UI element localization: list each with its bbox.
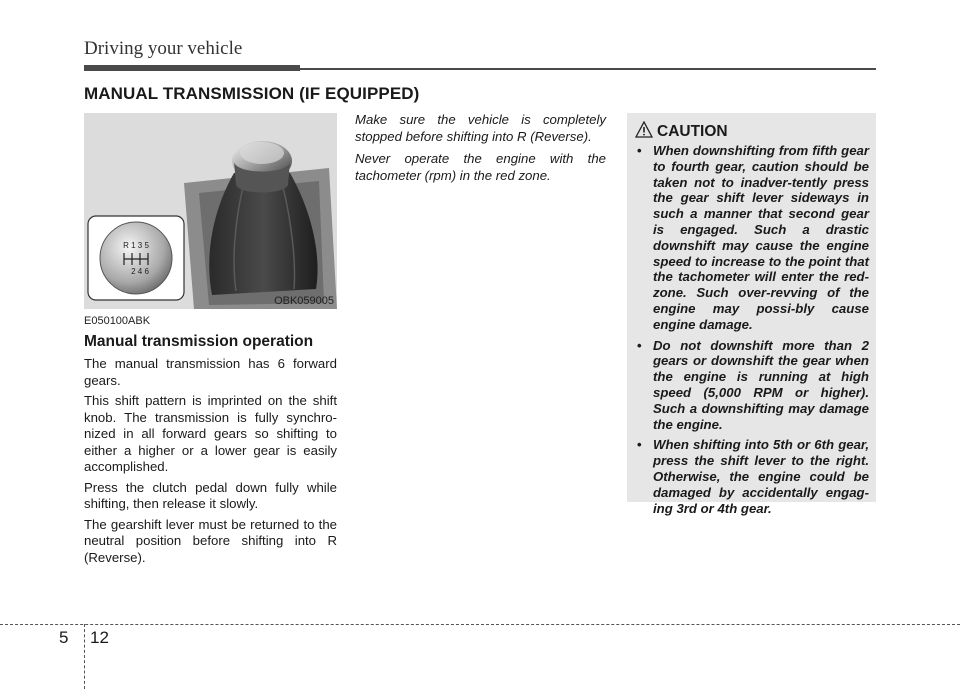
shift-pattern-bottom: 2 4 6 bbox=[131, 267, 149, 276]
chapter-number: 5 bbox=[59, 628, 69, 647]
caution-item-text: When shifting into 5th or 6th gear, press the shift lever to the right. Otherwise, the engine could be damaged by accidentally engag-ing 3rd or 4th gear. bbox=[653, 437, 869, 516]
section-title: Driving your vehicle bbox=[84, 38, 243, 59]
header-rule-thin bbox=[300, 68, 876, 70]
caution-header bbox=[635, 121, 728, 143]
warning-triangle-icon bbox=[635, 121, 653, 143]
footer-rule bbox=[0, 624, 960, 625]
page-number: 12 bbox=[90, 628, 109, 647]
paragraph: The gearshift lever must be returned to the neutral position before shifting into R (Reverse). bbox=[84, 516, 337, 565]
caution-item-text: When downshifting from fifth gear to fourth gear, caution should be taken not to inadver-tently press the gear shift lever sideways in such a manner that second gear is engaged. Such a drastic downshift may cause the engine speed to increase to the point that the tachometer will enter the red-zone. Such over-revving of the engine may possi-bly cause engine damage. bbox=[653, 143, 869, 332]
section-code: E050100ABK bbox=[84, 315, 151, 327]
left-column bbox=[84, 315, 337, 570]
caution-list bbox=[637, 143, 869, 521]
header-rule-thick bbox=[84, 65, 300, 71]
caution-title: CAUTION bbox=[657, 123, 728, 140]
paragraph: The manual transmission has 6 forward gears. bbox=[84, 356, 337, 388]
paragraph: Press the clutch pedal down fully while shifting, then release it slowly. bbox=[84, 479, 337, 511]
subheading: Manual transmission operation bbox=[84, 333, 314, 350]
caution-item: • Do not downshift more than 2 gears or downshift the gear when the engine is running at high speed (5,000 RPM or higher). Such a downshifting may damage the engine. bbox=[637, 337, 869, 432]
gear-shift-figure bbox=[84, 113, 337, 309]
footer-divider bbox=[84, 624, 85, 689]
page-heading: MANUAL TRANSMISSION (IF EQUIPPED) bbox=[84, 84, 420, 103]
caution-box bbox=[627, 113, 876, 516]
middle-column bbox=[355, 112, 606, 190]
caution-item-text: Do not downshift more than 2 gears or downshift the gear when the engine is running at high speed (5,000 RPM or higher). Such a downshifting may damage the engine. bbox=[653, 337, 869, 432]
paragraph: This shift pattern is imprinted on the shift knob. The transmission is fully synchro-nized in all forward gears so shifting to either a higher or a lower gear is easily accomplished. bbox=[84, 393, 337, 474]
gear-shift-illustration bbox=[84, 113, 337, 309]
knob-top-inset bbox=[100, 222, 172, 294]
paragraph: Never operate the engine with the tachometer (rpm) in the red zone. bbox=[355, 151, 606, 183]
paragraph: Make sure the vehicle is completely stopped before shifting into R (Reverse). bbox=[355, 112, 606, 144]
figure-code: OBK059005 bbox=[274, 295, 334, 307]
caution-item: • When shifting into 5th or 6th gear, press the shift lever to the right. Otherwise, the engine could be damaged by accidentally engag-ing 3rd or 4th gear. bbox=[637, 437, 869, 516]
shift-pattern-top: R 1 3 5 bbox=[123, 241, 149, 250]
caution-item: • When downshifting from fifth gear to fourth gear, caution should be taken not to inadver-tently press the gear shift lever sideways in such a manner that second gear is engaged. Such a drastic downshift may cause the engine speed to increase to the point that the tachometer will enter the red-zone. Such over-revving of the engine may possi-bly cause engine damage. bbox=[637, 143, 869, 332]
